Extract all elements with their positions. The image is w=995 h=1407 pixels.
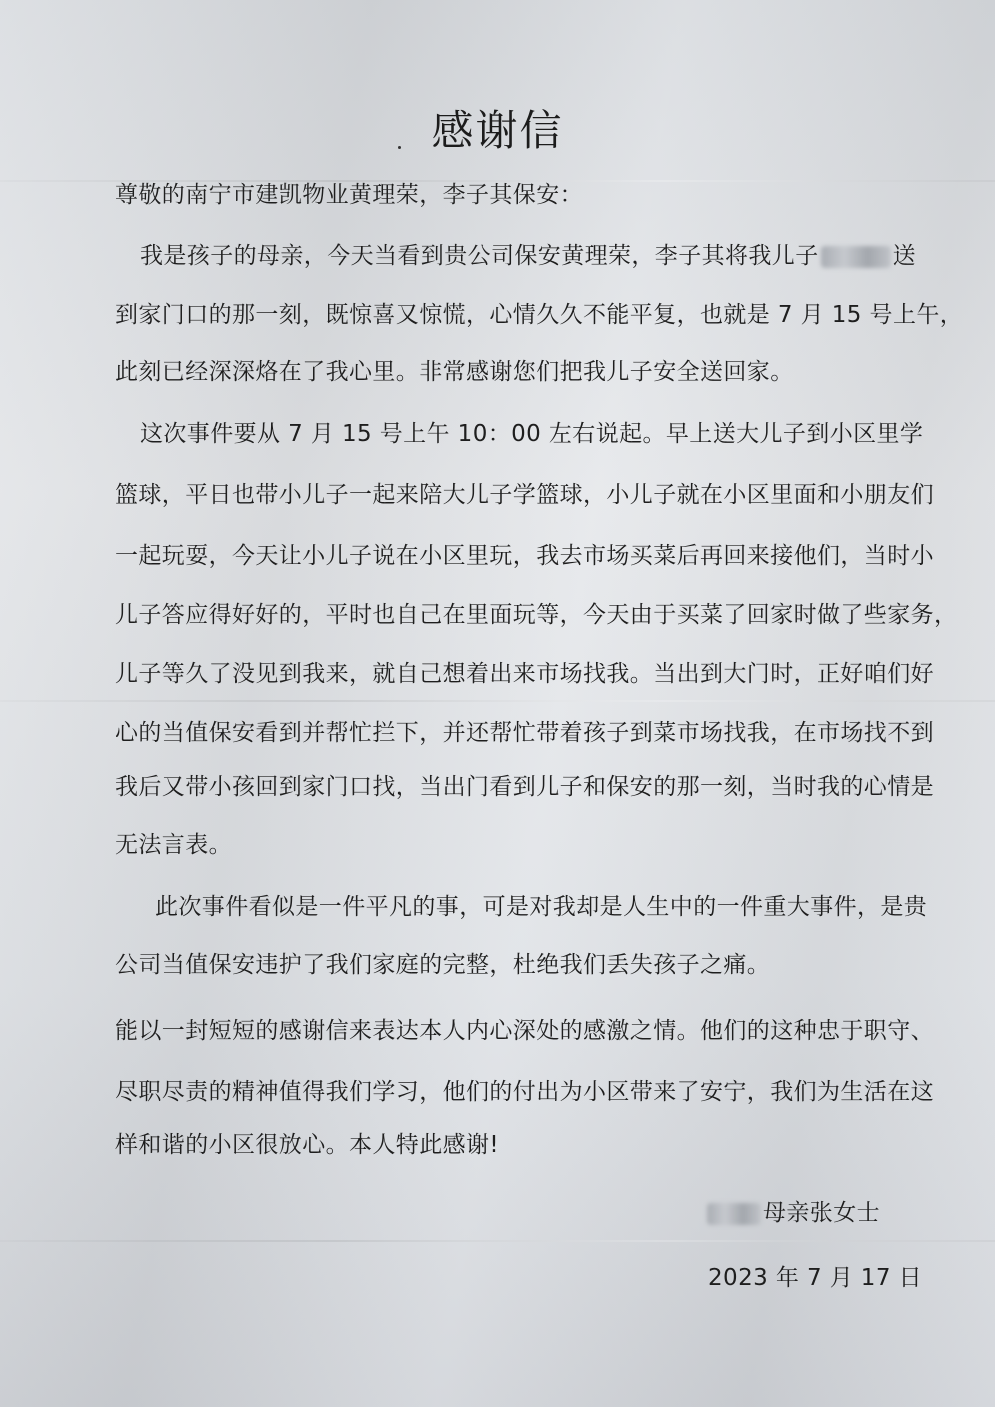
paragraph-3-line: 公司当值保安违护了我们家庭的完整，杜绝我们丢失孩子之痛。 [115,952,771,978]
letter-title: 感谢信 [431,106,564,155]
paragraph-2-line: 无法言表。 [115,832,232,858]
paragraph-4-line: 样和谐的小区很放心。本人特此感谢! [115,1132,500,1158]
signature: 母亲张女士 [763,1200,880,1226]
paragraph-1-line: 到家门口的那一刻，既惊喜又惊慌，心情久久不能平复，也就是 7 月 15 号上午， [115,302,964,328]
redacted-name-blur [707,1203,761,1225]
paragraph-2-line: 心的当值保安看到并帮忙拦下，并还帮忙带着孩子到菜市场找我，在市场找不到 [115,720,934,746]
paper-fold [0,1240,995,1242]
paper-fold [0,700,995,702]
paragraph-1-line: 此刻已经深深烙在了我心里。非常感谢您们把我儿子安全送回家。 [115,359,794,385]
paragraph-2-line: 儿子等久了没见到我来，就自己想着出来市场找我。当出到大门时，正好咱们好 [115,661,934,687]
paragraph-2-line: 我后又带小孩回到家门口找，当出门看到儿子和保安的那一刻，当时我的心情是 [115,774,934,800]
paragraph-3-line: 此次事件看似是一件平凡的事，可是对我却是人生中的一件重大事件，是贵 [155,894,928,920]
ink-dot [398,146,401,149]
paragraph-1-text: 送 [892,243,917,269]
paragraph-4-line: 尽职尽责的精神值得我们学习，他们的付出为小区带来了安宁，我们为生活在这 [115,1079,934,1105]
paragraph-2-line: 篮球，平日也带小儿子一起来陪大儿子学篮球，小儿子就在小区里面和小朋友们 [115,482,934,508]
paragraph-1-text: 我是孩子的母亲，今天当看到贵公司保安黄理荣，李子其将我儿子 [140,243,819,269]
letter-date: 2023 年 7 月 17 日 [708,1265,922,1291]
salutation: 尊敬的南宁市建凯物业黄理荣，李子其保安： [115,182,583,208]
paragraph-2-line: 一起玩耍，今天让小儿子说在小区里玩，我去市场买菜后再回来接他们，当时小 [115,543,934,569]
redacted-name-blur [821,246,891,268]
paragraph-4-line: 能以一封短短的感谢信来表达本人内心深处的感激之情。他们的这种忠于职守、 [115,1018,934,1044]
paragraph-2-line: 这次事件要从 7 月 15 号上午 10：00 左右说起。早上送大儿子到小区里学 [140,421,924,447]
paragraph-1-line [140,241,916,271]
signature-line [705,1198,880,1228]
paragraph-2-line: 儿子答应得好好的，平时也自己在里面玩等，今天由于买菜了回家时做了些家务， [115,602,958,628]
